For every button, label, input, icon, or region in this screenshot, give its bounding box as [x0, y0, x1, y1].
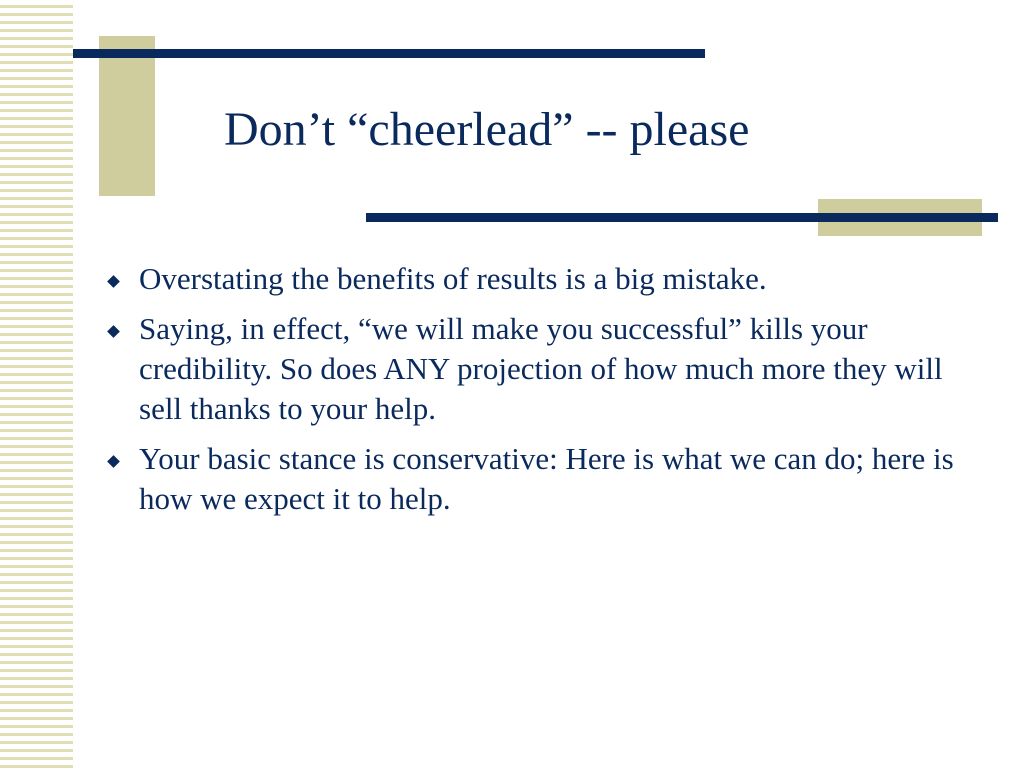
bullet-text: Saying, in effect, “we will make you successful” kills your credibility. So does ANY projection of how much more they will sell thanks to your help.	[139, 311, 943, 426]
bullet-text: Overstating the benefits of results is a big mistake.	[139, 261, 767, 296]
decorative-stripe-band	[0, 0, 73, 768]
title-rule-bottom	[366, 213, 998, 222]
title-rule-top	[73, 49, 705, 58]
bullet-text: Your basic stance is conservative: Here is what we can do; here is how we expect it to help.	[139, 441, 954, 516]
diamond-bullet-icon	[107, 455, 120, 468]
slide-title: Don’t “cheerlead” -- please	[224, 103, 750, 156]
bullet-list	[108, 259, 978, 529]
diamond-bullet-icon	[107, 275, 120, 288]
bullet-item	[108, 439, 978, 519]
bullet-item	[108, 259, 978, 299]
diamond-bullet-icon	[107, 325, 120, 338]
accent-block-top	[99, 36, 155, 196]
bullet-item	[108, 309, 978, 429]
